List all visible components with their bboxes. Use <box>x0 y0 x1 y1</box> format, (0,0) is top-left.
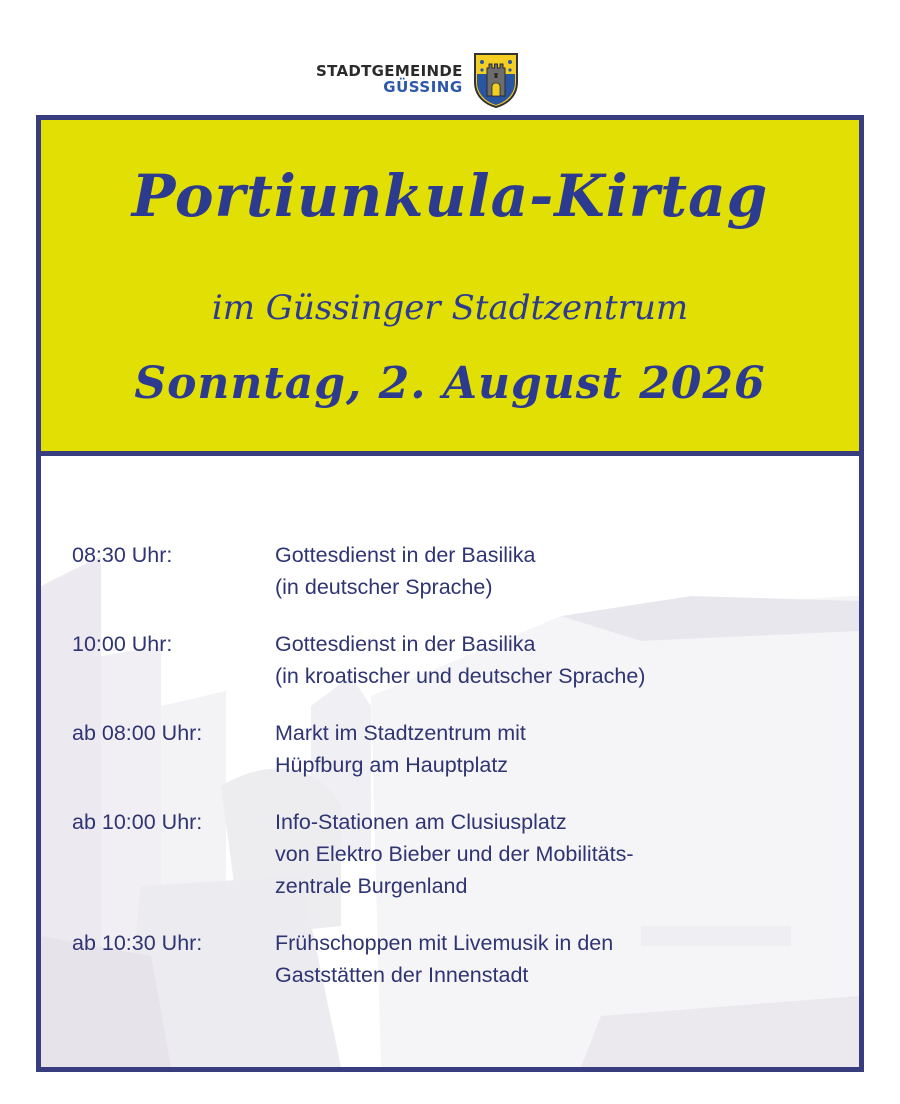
event-subtitle: im Güssinger Stadtzentrum <box>211 288 689 328</box>
logo-line-2: GÜSSING <box>383 78 463 96</box>
schedule-time: 08:30 Uhr: <box>72 543 173 567</box>
description-line: Gaststätten der Innenstadt <box>275 963 529 987</box>
description-line: zentrale Burgenland <box>275 874 468 898</box>
description-line: Info-Stationen am Clusiusplatz <box>275 810 567 834</box>
schedule-description <box>275 927 613 991</box>
description-line: von Elektro Bieber und der Mobilitäts- <box>275 842 634 866</box>
poster-frame <box>36 115 864 1072</box>
description-line: (in deutscher Sprache) <box>275 575 493 599</box>
schedule-time: ab 10:30 Uhr: <box>72 931 203 955</box>
schedule-entry <box>72 927 842 991</box>
event-date: Sonntag, 2. August 2026 <box>134 358 766 409</box>
schedule-time: 10:00 Uhr: <box>72 632 173 656</box>
description-line: Gottesdienst in der Basilika <box>275 632 536 656</box>
description-line: Frühschoppen mit Livemusik in den <box>275 931 614 955</box>
schedule-entry <box>72 539 842 603</box>
description-line: Gottesdienst in der Basilika <box>275 543 536 567</box>
description-line: (in kroatischer und deutscher Sprache) <box>275 664 646 688</box>
schedule-time: ab 10:00 Uhr: <box>72 810 203 834</box>
schedule-description <box>275 628 645 692</box>
schedule-entry <box>72 806 842 902</box>
event-title: Portiunkula-Kirtag <box>131 162 769 230</box>
schedule-time: ab 08:00 Uhr: <box>72 721 203 745</box>
schedule-entry <box>72 717 842 781</box>
logo-line-1: STADTGEMEINDE <box>316 62 463 81</box>
logo-text <box>316 64 463 96</box>
schedule-entry <box>72 628 842 692</box>
crest-icon <box>473 52 519 108</box>
schedule-description <box>275 717 526 781</box>
schedule-description <box>275 539 536 603</box>
schedule-description <box>275 806 634 902</box>
title-banner <box>41 120 859 456</box>
municipality-logo <box>316 52 519 108</box>
description-line: Hüpfburg am Hauptplatz <box>275 753 509 777</box>
schedule-list <box>72 539 842 991</box>
description-line: Markt im Stadtzentrum mit <box>275 721 526 745</box>
